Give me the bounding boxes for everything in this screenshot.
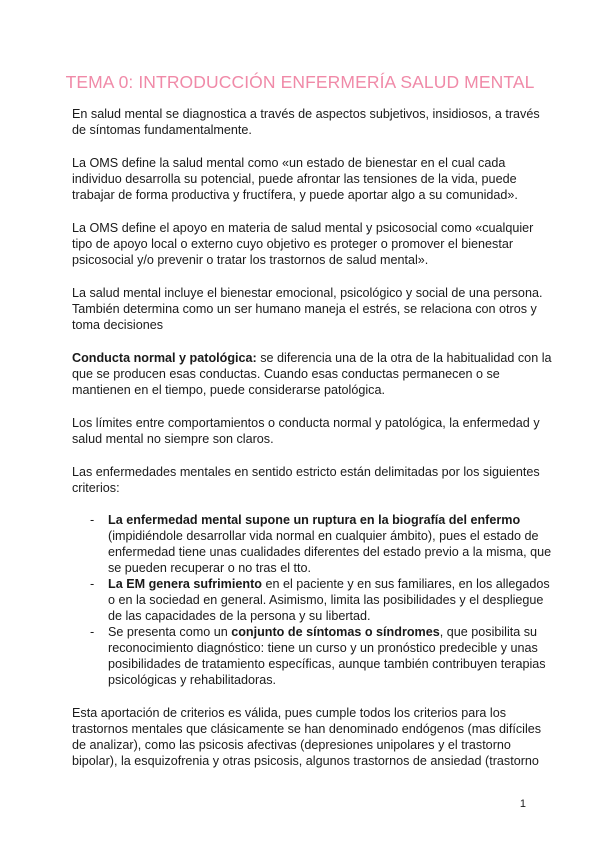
paragraph-normal-pathological	[72, 350, 553, 398]
criterion-3-text: , que posibilita su reconocimiento diagnóstico: tiene un curso y un pronóstico predecible y unas posibilidades de tratamiento específicas, aunque también contribuyen terapias psicológicas y rehabilitadoras.	[108, 625, 546, 687]
criterion-2-bold: La EM genera sufrimiento	[108, 577, 262, 591]
paragraph-limits: Los límites entre comportamientos o conducta normal y patológica, la enfermedad y salud mental no siempre son claros.	[72, 416, 540, 446]
list-dash: -	[90, 577, 95, 591]
term-normal-pathological: Conducta normal y patológica:	[72, 351, 257, 365]
list-dash: -	[90, 625, 95, 639]
paragraph-oms-definition: La OMS define la salud mental como «un estado de bienestar en el cual cada individuo desarrolla su potencial, puede afrontar las tensiones de la vida, puede trabajar de forma productiva y fructífera, y puede aportar algo a su comunidad».	[72, 156, 518, 202]
criterion-3-prefix: Se presenta como un	[108, 625, 232, 639]
definition-normal-pathological: se diferencia una de la otra de la habitualidad con la que se producen esas conductas. Cuando esas conductas permanecen o se mantienen en el tiempo, puede considerarse patológica.	[72, 351, 552, 397]
page-number: 1	[519, 798, 526, 810]
page-title: TEMA 0: INTRODUCCIÓN ENFERMERÍA SALUD MENTAL	[65, 72, 535, 92]
paragraph-intro: En salud mental se diagnostica a través de aspectos subjetivos, insidiosos, a través de síntomas fundamentalmente.	[72, 107, 540, 137]
list-item	[72, 576, 553, 624]
paragraph-mental-health: La salud mental incluye el bienestar emocional, psicológico y social de una persona. También determina como un ser humano maneja el estrés, se relaciona con otros y toma decisiones	[72, 286, 543, 332]
criterion-1-bold: La enfermedad mental supone un ruptura en la biografía del enfermo	[108, 513, 521, 527]
criterion-3-bold: conjunto de síntomas o síndromes	[231, 625, 440, 639]
list-item	[72, 512, 553, 576]
paragraph-criteria-intro: Las enfermedades mentales en sentido estricto están delimitadas por los siguientes criterios:	[72, 465, 540, 495]
paragraph-criteria-validity: Esta aportación de criterios es válida, pues cumple todos los criterios para los trastornos mentales que clásicamente se han denominado endógenos (mas difíciles de analizar), como las psicosis afectivas (depresiones unipolares y el trastorno bipolar), la esquizofrenia y otras psicosis, algunos trastornos de ansiedad (trastorno	[72, 706, 542, 768]
list-dash: -	[90, 513, 95, 527]
criterion-2-text: en el paciente y en sus familiares, en los allegados o en la sociedad en general. Asimismo, limita las posibilidades y el despliegue de las capacidades de la persona y su libertad.	[108, 577, 550, 623]
paragraph-oms-support: La OMS define el apoyo en materia de salud mental y psicosocial como «cualquier tipo de apoyo local o externo cuyo objetivo es proteger o promover el bienestar psicosocial y/o prevenir o tratar los trastornos de salud mental».	[72, 221, 534, 267]
document-body	[72, 106, 553, 769]
criterion-1-text: (impidiéndole desarrollar vida normal en cualquier ámbito), pues el estado de enfermedad tiene unas cualidades diferentes del estado previo a la misma, que se pueden recuperar o no tras el tto.	[108, 529, 552, 575]
list-item	[72, 624, 553, 688]
criteria-list	[72, 512, 553, 688]
